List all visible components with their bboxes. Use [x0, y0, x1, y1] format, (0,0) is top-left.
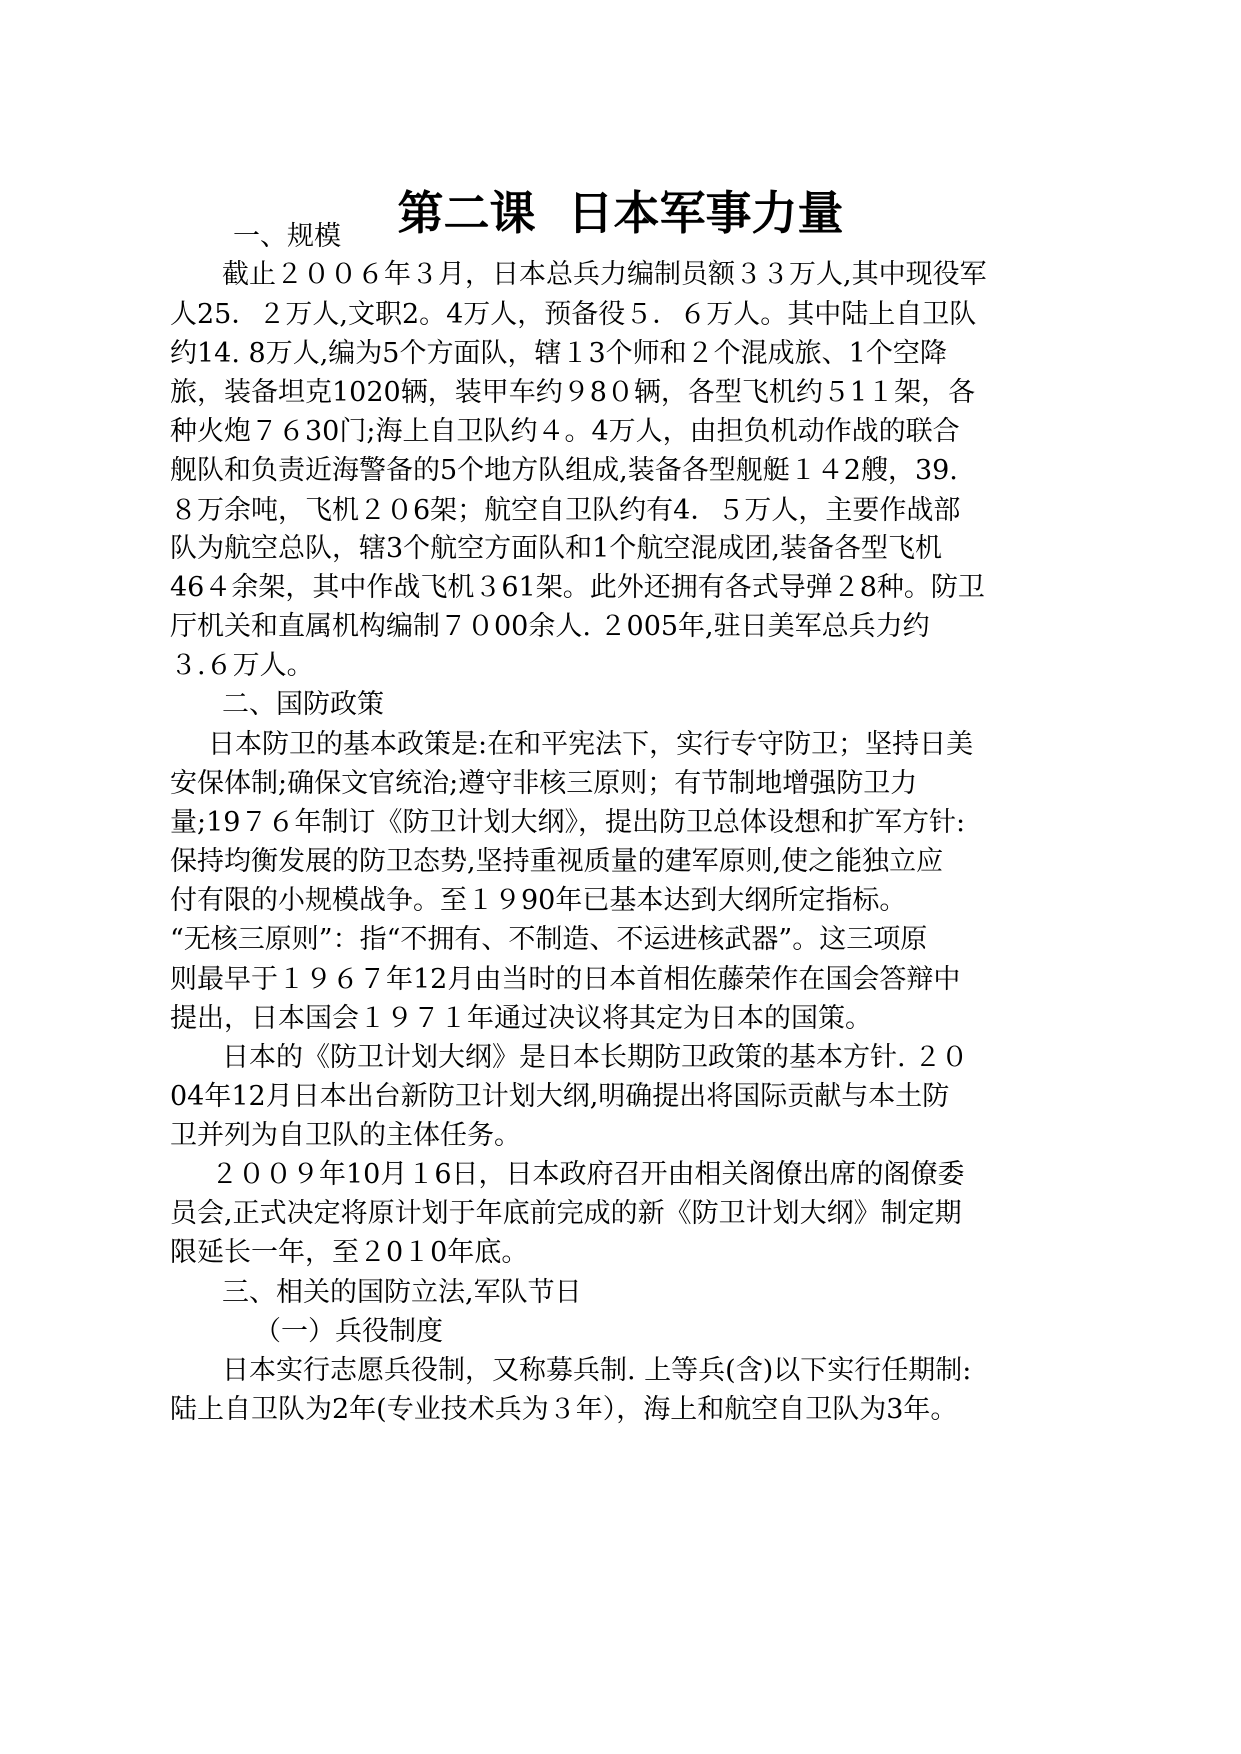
- text-line: 队为航空总队，辖3个航空方面队和1个航空混成团,装备各型飞机: [170, 533, 942, 564]
- subsection-heading-military-service: （一）兵役制度: [254, 1316, 443, 1347]
- section-heading-legislation: 三、相关的国防立法,军队节日: [222, 1277, 582, 1308]
- text-line: 46４余架，其中作战飞机３61架。此外还拥有各式导弹２8种。防卫: [170, 572, 985, 603]
- text-line: 卫并列为自卫队的主体任务。: [170, 1120, 521, 1151]
- text-line: 截止２００６年３月，日本总兵力编制员额３３万人,其中现役军: [222, 259, 987, 290]
- text-line: ８万余吨，飞机２０6架；航空自卫队约有4．５万人，主要作战部: [170, 495, 961, 526]
- text-line: 人25．２万人,文职2。4万人，预备役５．６万人。其中陆上自卫队: [170, 299, 977, 330]
- section-heading-scale: 一、规模: [233, 221, 341, 252]
- text-line: 限延长一年，至２0１0年底。: [170, 1237, 529, 1268]
- text-line: ３.６万人。: [170, 650, 314, 681]
- text-line: 厅机关和直属机构编制７０00余人. ２005年,驻日美军总兵力约: [170, 611, 930, 642]
- text-line: 种火炮７６30门;海上自卫队约４。4万人，由担负机动作战的联合: [170, 416, 960, 447]
- text-line: 付有限的小规模战争。至１９90年已基本达到大纲所定指标。: [170, 885, 907, 916]
- text-line: 安保体制;确保文官统治;遵守非核三原则；有节制地增强防卫力: [170, 768, 918, 799]
- page-title: 第二课 日本军事力量: [397, 186, 844, 240]
- text-line: 日本实行志愿兵役制，又称募兵制. 上等兵(含)以下实行任期制:: [222, 1355, 972, 1386]
- text-line: 04年12月日本出台新防卫计划大纲,明确提出将国际贡献与本土防: [170, 1081, 950, 1112]
- text-line: 则最早于１９６７年12月由当时的日本首相佐藤荣作在国会答辩中: [170, 964, 961, 995]
- text-line: 提出，日本国会１９７１年通过决议将其定为日本的国策。: [170, 1003, 872, 1034]
- text-line: 约14. 8万人,编为5个方面队，辖１3个师和２个混成旅、1个空降: [170, 338, 947, 369]
- text-line: 员会,正式决定将原计划于年底前完成的新《防卫计划大纲》制定期: [170, 1198, 962, 1229]
- text-line: “无核三原则”：指“不拥有、不制造、不运进核武器”。这三项原: [170, 924, 928, 955]
- text-line: 舰队和负责近海警备的5个地方队组成,装备各型舰艇１４2艘，39.: [170, 455, 958, 486]
- section-heading-defense-policy: 二、国防政策: [222, 689, 384, 720]
- text-line: ２００９年10月１6日，日本政府召开由相关阁僚出席的阁僚委: [211, 1159, 965, 1190]
- text-line: 保持均衡发展的防卫态势,坚持重视质量的建军原则,使之能独立应: [170, 846, 944, 877]
- text-line: 旅，装备坦克1020辆，装甲车约９8０辆，各型飞机约５1１架，各: [170, 377, 976, 408]
- text-line: 量;19７６年制订《防卫计划大纲》，提出防卫总体设想和扩军方针:: [170, 807, 966, 838]
- text-line: 日本的《防卫计划大纲》是日本长期防卫政策的基本方针. ２０: [222, 1042, 969, 1073]
- text-line: 陆上自卫队为2年(专业技术兵为３年），海上和航空自卫队为3年。: [170, 1394, 958, 1425]
- text-line: 日本防卫的基本政策是:在和平宪法下，实行专守防卫；坚持日美: [208, 729, 974, 760]
